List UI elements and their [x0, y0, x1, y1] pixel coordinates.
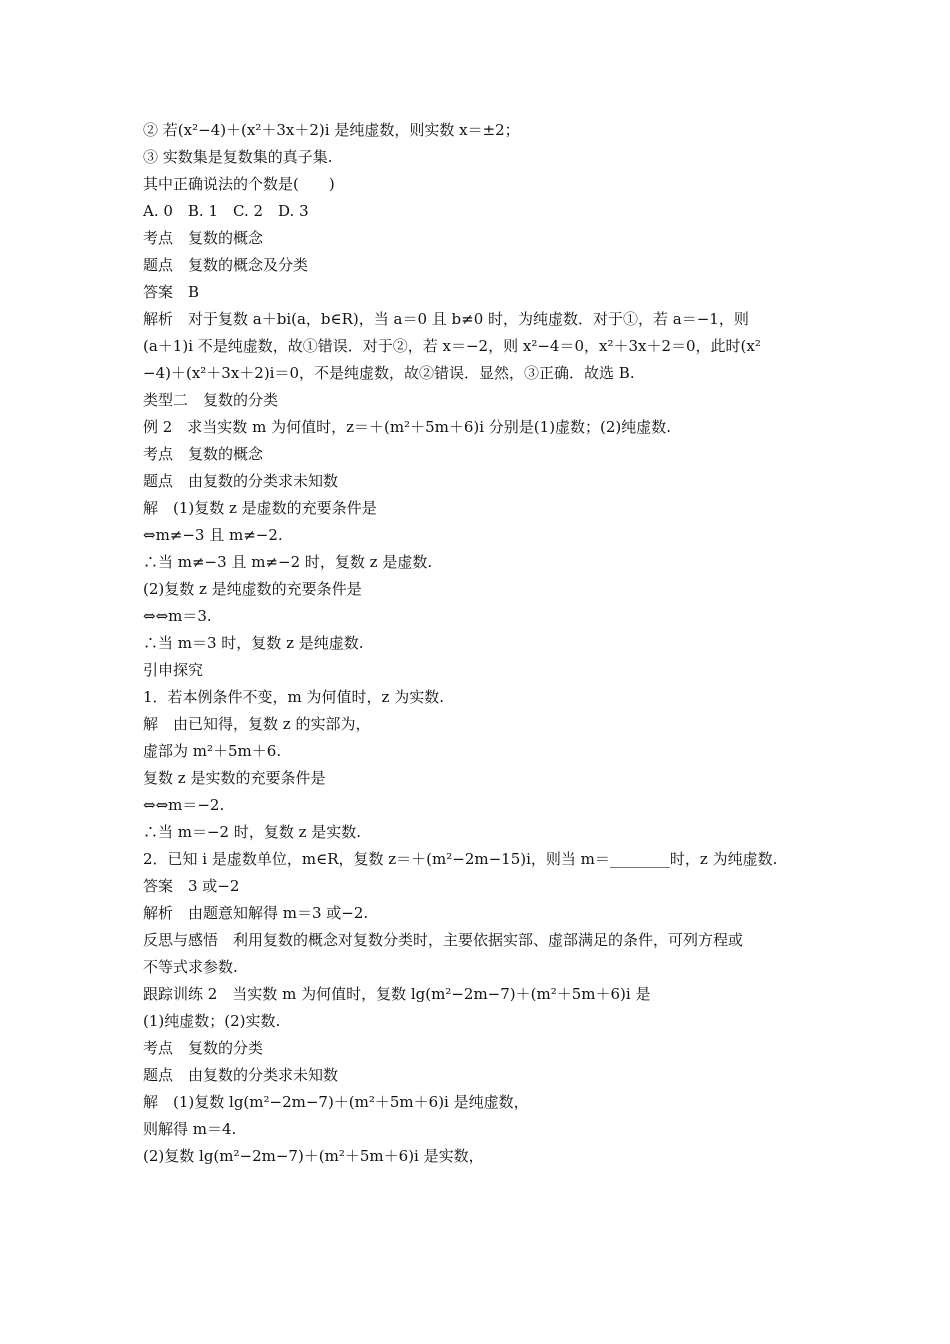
- text-line: (a＋1)i 不是纯虚数，故①错误．对于②，若 x＝−2，则 x²−4＝0，x²＋3x＋2＝0，此时(x²: [143, 337, 761, 355]
- text-line: 解 由已知得，复数 z 的实部为，: [143, 715, 371, 733]
- text-line: ⇔⇔m＝−2.: [143, 796, 225, 814]
- text-line: 答案 3 或−2: [143, 877, 240, 895]
- text-line: A. 0 B. 1 C. 2 D. 3: [143, 202, 309, 220]
- text-line: ② 若(x²−4)＋(x²＋3x＋2)i 是纯虚数，则实数 x＝±2；: [143, 121, 520, 139]
- text-line: 解 (1)复数 z 是虚数的充要条件是: [143, 499, 377, 517]
- text-line: ∴当 m＝3 时，复数 z 是纯虚数.: [143, 634, 364, 652]
- text-line: 考点 复数的概念: [143, 229, 264, 247]
- section-heading: 引申探究: [143, 661, 204, 679]
- text-line: 考点 复数的概念: [143, 445, 264, 463]
- text-line: 答案 B: [143, 283, 200, 301]
- text-line: −4)＋(x²＋3x＋2)i＝0，不是纯虚数，故②错误．显然，③正确．故选 B.: [143, 364, 635, 382]
- text-line: 题点 由复数的分类求未知数: [143, 1066, 339, 1084]
- section-heading: 类型二 复数的分类: [143, 391, 279, 409]
- text-line: 2．已知 i 是虚数单位，m∈R，复数 z＝＋(m²−2m−15)i，则当 m＝________时，z 为纯虚数.: [143, 850, 778, 868]
- text-line: 解析 对于复数 a＋bi(a，b∈R)，当 a＝0 且 b≠0 时，为纯虚数．对于①，若 a＝−1，则: [143, 310, 749, 328]
- text-line: 虚部为 m²＋5m＋6.: [143, 742, 282, 760]
- text-line: 其中正确说法的个数是( ): [143, 175, 335, 193]
- text-line: (1)纯虚数；(2)实数.: [143, 1012, 281, 1030]
- text-line: ∴当 m≠−3 且 m≠−2 时，复数 z 是虚数.: [143, 553, 433, 571]
- text-line: 则解得 m＝4.: [143, 1120, 237, 1138]
- text-line: 反思与感悟 利用复数的概念对复数分类时，主要依据实部、虚部满足的条件，可列方程或: [143, 931, 744, 949]
- text-line: 解 (1)复数 lg(m²−2m−7)＋(m²＋5m＋6)i 是纯虚数，: [143, 1093, 529, 1111]
- text-line: 复数 z 是实数的充要条件是: [143, 769, 326, 787]
- text-line: ⇔m≠−3 且 m≠−2.: [143, 526, 283, 544]
- text-line: 跟踪训练 2 当实数 m 为何值时，复数 lg(m²−2m−7)＋(m²＋5m＋6)i 是: [143, 985, 651, 1003]
- text-line: (2)复数 z 是纯虚数的充要条件是: [143, 580, 362, 598]
- text-line: 题点 复数的概念及分类: [143, 256, 309, 274]
- text-line: 题点 由复数的分类求未知数: [143, 472, 339, 490]
- text-line: 不等式求参数.: [143, 958, 238, 976]
- text-line: (2)复数 lg(m²−2m−7)＋(m²＋5m＋6)i 是实数，: [143, 1147, 484, 1165]
- text-line: 例 2 求当实数 m 为何值时，z＝＋(m²＋5m＋6)i 分别是(1)虚数；(2)纯虚数.: [143, 418, 672, 436]
- text-line: 1．若本例条件不变，m 为何值时，z 为实数.: [143, 688, 444, 706]
- text-line: 解析 由题意知解得 m＝3 或−2.: [143, 904, 369, 922]
- text-line: 考点 复数的分类: [143, 1039, 264, 1057]
- text-line: ∴当 m＝−2 时，复数 z 是实数.: [143, 823, 362, 841]
- text-line: ③ 实数集是复数集的真子集.: [143, 148, 333, 166]
- text-line: ⇔⇔m＝3.: [143, 607, 212, 625]
